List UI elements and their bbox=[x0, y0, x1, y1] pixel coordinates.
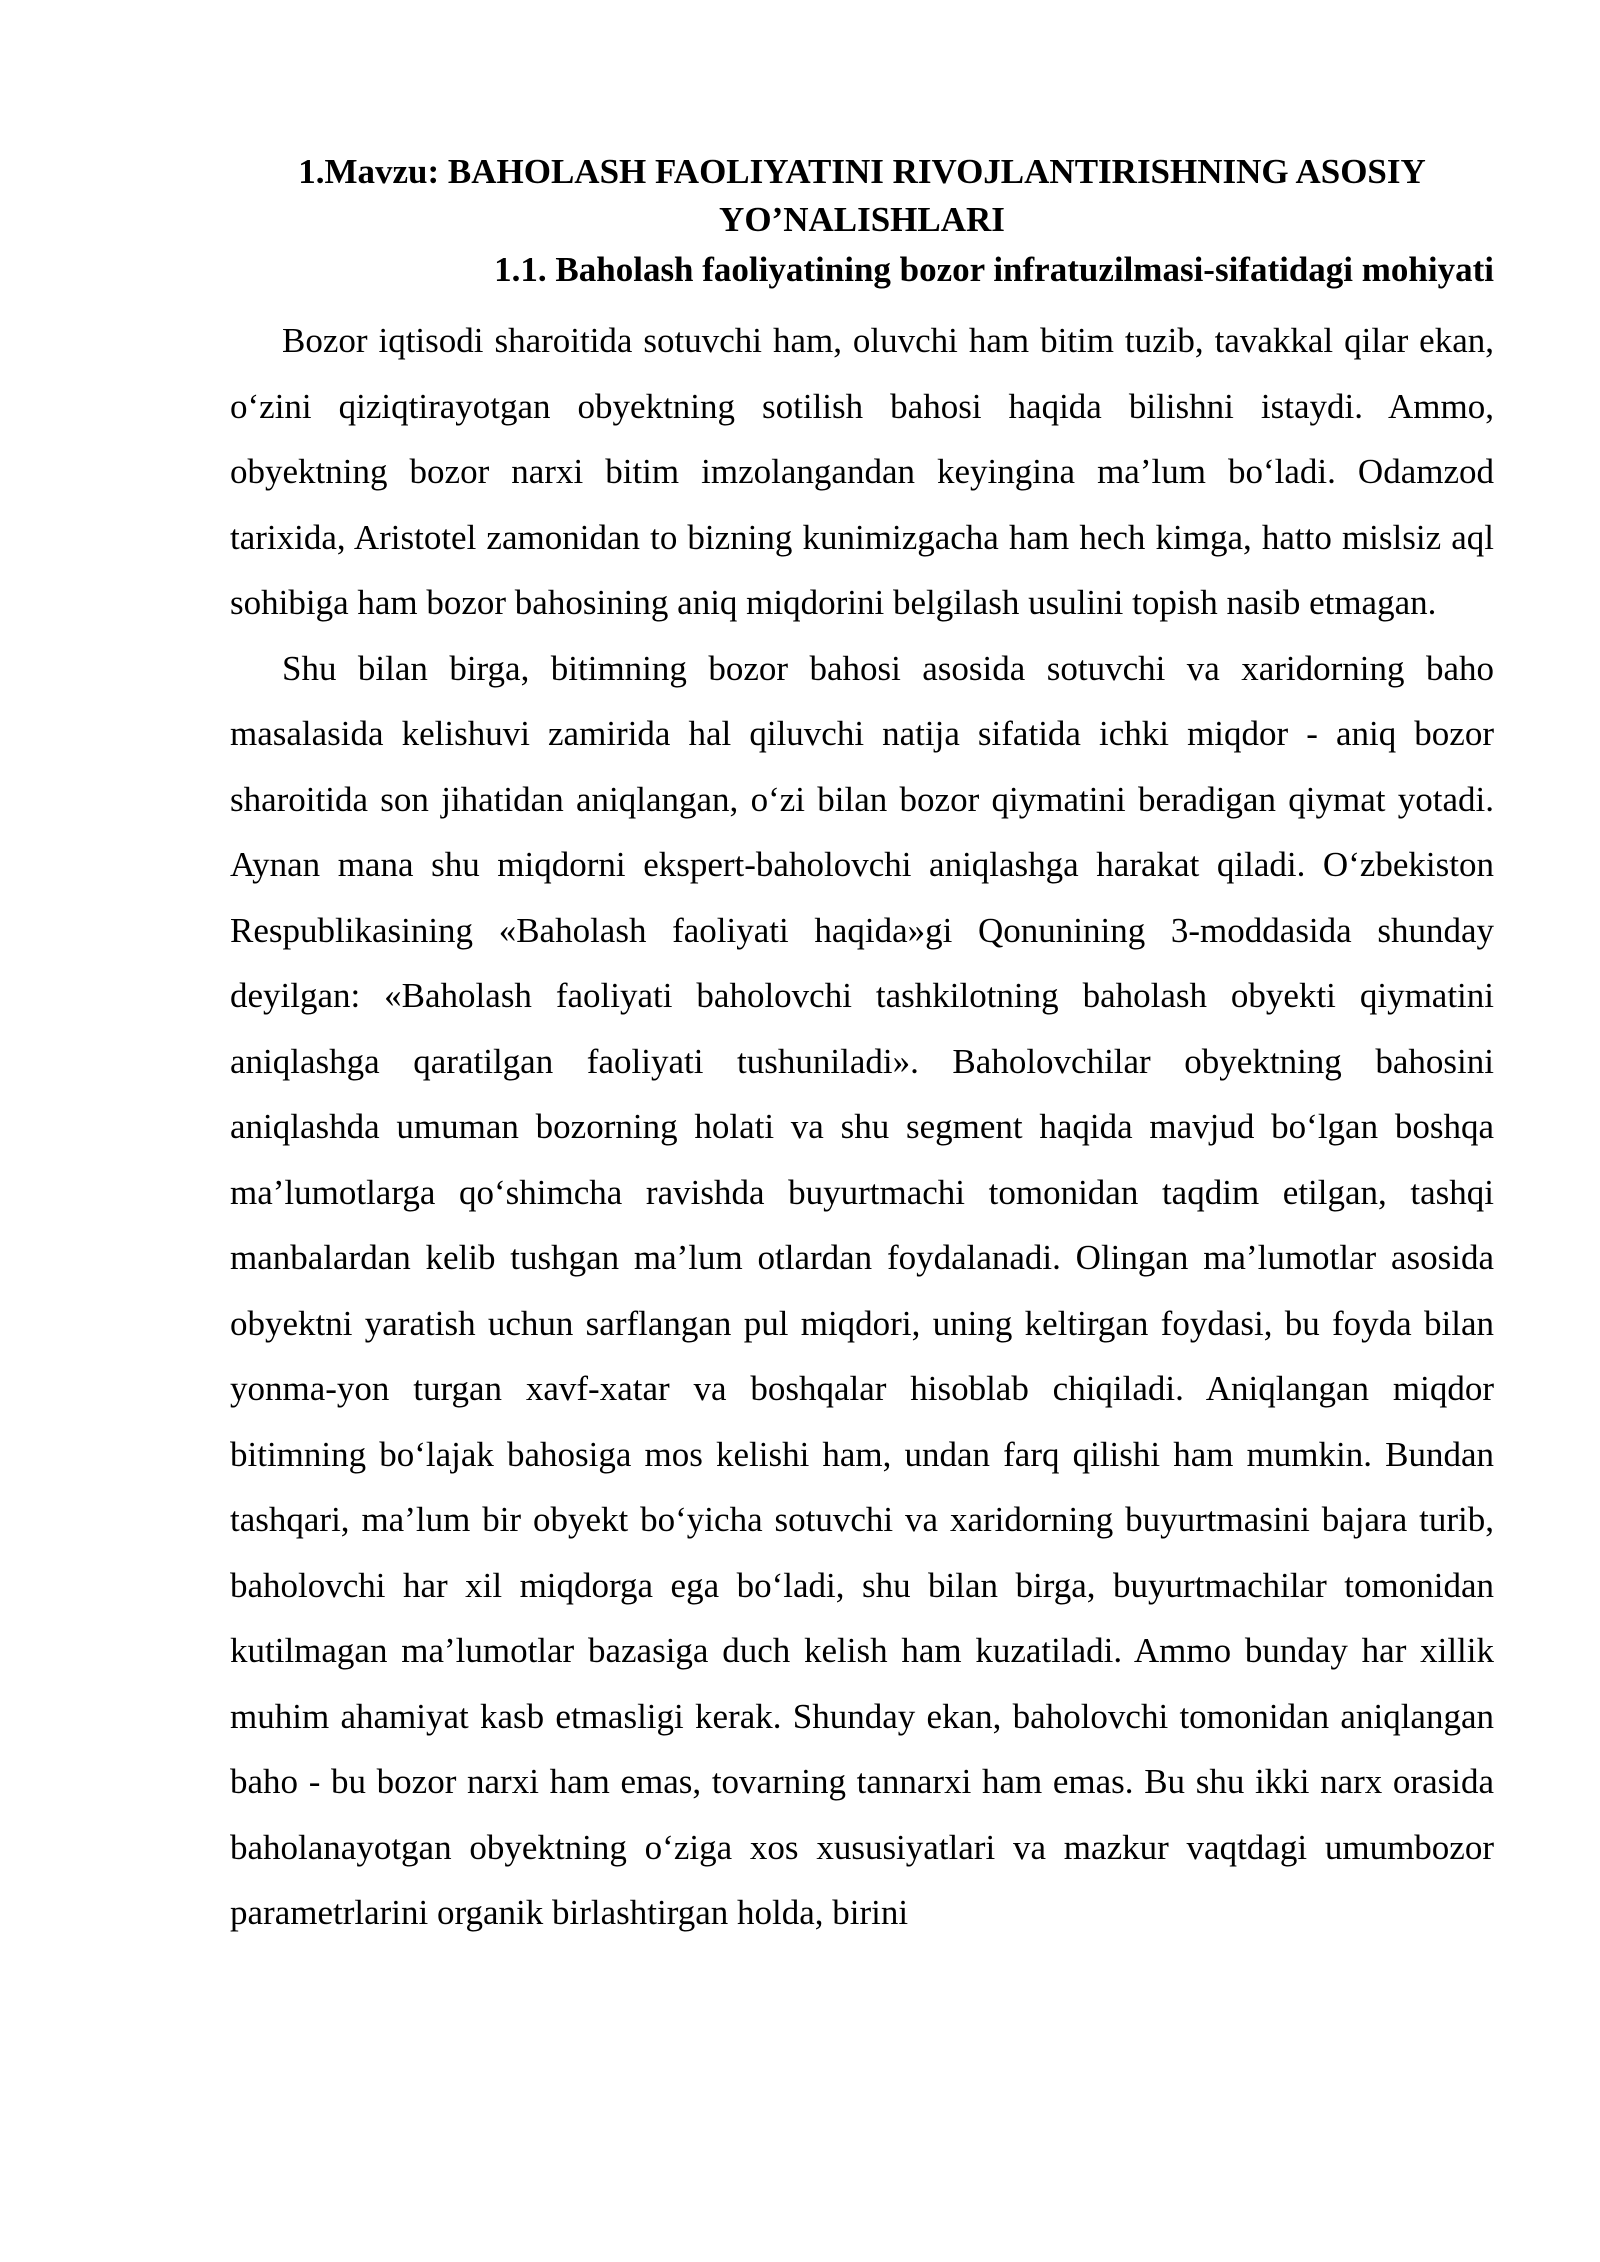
body-paragraph-2: Shu bilan birga, bitimning bozor bahosi asosida sotuvchi va xaridorning baho masalasida kelishuvi zamirida hal qiluvchi natija sifatida ichki miqdor - aniq bozor sharoitida son jihatidan aniqlangan, o‘zi bilan bozor qiymatini beradigan qiymat yotadi. Aynan mana shu miqdorni ekspert-baholovchi aniqlashga harakat qiladi. O‘zbekiston Respublikasining «Baholash faoliyati haqida»gi Qonunining 3-moddasida shunday deyilgan: «Baholash faoliyati baholovchi tashkilotning baholash obyekti qiymatini aniqlashga qaratilgan faoliyati tushuniladi». Baholovchilar obyektning bahosini aniqlashda umuman bozorning holati va shu segment haqida mavjud bo‘lgan boshqa ma’lumotlarga qo‘shimcha ravishda buyurtmachi tomonidan taqdim etilgan, tashqi manbalardan kelib tushgan ma’lum otlardan foydalanadi. Olingan ma’lumotlar asosida obyektni yaratish uchun sarflangan pul miqdori, uning keltirgan foydasi, bu foyda bilan yonma-yon turgan xavf-xatar va boshqalar hisoblab chiqiladi. Aniqlangan miqdor bitimning bo‘lajak bahosiga mos kelishi ham, undan farq qilishi ham mumkin. Bundan tashqari, ma’lum bir obyekt bo‘yicha sotuvchi va xaridorning buyurtmasini bajara turib, baholovchi har xil miqdorga ega bo‘ladi, shu bilan birga, buyurtmachilar tomonidan kutilmagan ma’lumotlar bazasiga duch kelish ham kuzatiladi. Ammo bunday har xillik muhim ahamiyat kasb etmasligi kerak. Shunday ekan, baholovchi tomonidan aniqlangan baho - bu bozor narxi ham emas, tovarning tannarxi ham emas. Bu shu ikki narx orasida baholanayotgan obyektning o‘ziga xos xususiyatlari va mazkur vaqtdagi umumbozor parametrlarini organik birlashtirgan holda, birini bbox=[230, 648, 1494, 1932]
document-page bbox=[230, 148, 1494, 1946]
document-title: 1.Mavzu: BAHOLASH FAOLIYATINI RIVOJLANTIRISHNING ASOSIY YO’NALISHLARI bbox=[298, 152, 1426, 239]
section-subtitle: 1.1. Baholash faoliyatining bozor infratuzilmasi-sifatidagi mohiyati bbox=[494, 250, 1494, 289]
body-paragraph-1: Bozor iqtisodi sharoitida sotuvchi ham, oluvchi ham bitim tuzib, tavakkal qilar ekan, o‘zini qiziqtirayotgan obyektning sotilish bahosi haqida bilishni istaydi. Ammo, obyektning bozor narxi bitim imzolangandan keyingina ma’lum bo‘ladi. Odamzod tarixida, Aristotel zamonidan to bizning kunimizgacha ham hech kimga, hatto mislsiz aql sohibiga ham bozor bahosining aniq miqdorini belgilash usulini topish nasib etmagan. bbox=[230, 321, 1494, 622]
